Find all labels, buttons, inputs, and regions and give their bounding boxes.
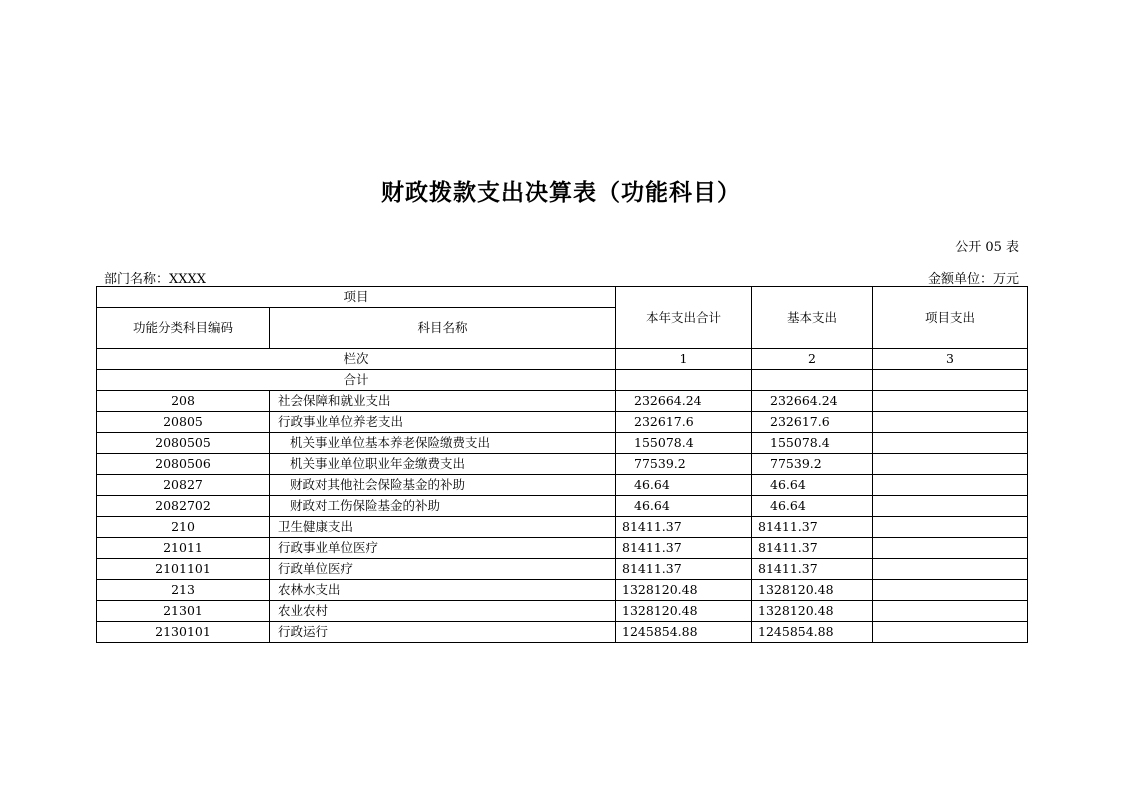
row-name: 机关事业单位职业年金缴费支出 [270, 454, 616, 475]
table-row [97, 433, 1028, 454]
row-code: 2130101 [97, 622, 270, 643]
row-name: 农业农村 [270, 601, 616, 622]
row-basic: 81411.37 [752, 538, 873, 559]
row-total: 77539.2 [616, 454, 752, 475]
table-row [97, 601, 1028, 622]
column-index-1: 1 [616, 349, 752, 370]
table-row [97, 391, 1028, 412]
table-row [97, 559, 1028, 580]
row-basic: 1328120.48 [752, 601, 873, 622]
row-name: 社会保障和就业支出 [270, 391, 616, 412]
row-total: 1328120.48 [616, 601, 752, 622]
header-basic: 基本支出 [752, 287, 873, 349]
row-total: 81411.37 [616, 559, 752, 580]
row-code: 210 [97, 517, 270, 538]
table-row [97, 412, 1028, 433]
table-row [97, 517, 1028, 538]
sum-row [97, 370, 1028, 391]
header-name: 科目名称 [270, 308, 616, 349]
row-project [873, 454, 1028, 475]
row-basic: 1245854.88 [752, 622, 873, 643]
column-index-row [97, 349, 1028, 370]
row-name: 农林水支出 [270, 580, 616, 601]
row-total: 81411.37 [616, 538, 752, 559]
table-row [97, 538, 1028, 559]
row-project [873, 412, 1028, 433]
row-project [873, 433, 1028, 454]
row-code: 20827 [97, 475, 270, 496]
sum-basic [752, 370, 873, 391]
row-basic: 232664.24 [752, 391, 873, 412]
row-basic: 155078.4 [752, 433, 873, 454]
row-name: 财政对工伤保险基金的补助 [270, 496, 616, 517]
row-total: 46.64 [616, 475, 752, 496]
row-code: 208 [97, 391, 270, 412]
row-total: 1245854.88 [616, 622, 752, 643]
page-title: 财政拨款支出决算表（功能科目） [381, 179, 741, 206]
row-project [873, 601, 1028, 622]
row-project [873, 517, 1028, 538]
header-project: 项目支出 [873, 287, 1028, 349]
row-total: 232617.6 [616, 412, 752, 433]
row-project [873, 391, 1028, 412]
row-name: 行政事业单位医疗 [270, 538, 616, 559]
row-project [873, 559, 1028, 580]
row-basic: 81411.37 [752, 517, 873, 538]
row-code: 21301 [97, 601, 270, 622]
table-row [97, 475, 1028, 496]
row-project [873, 475, 1028, 496]
row-code: 2080505 [97, 433, 270, 454]
table-row [97, 622, 1028, 643]
department-name: 部门名称：XXXX [104, 272, 207, 287]
row-name: 行政运行 [270, 622, 616, 643]
table-row [97, 496, 1028, 517]
row-name: 行政单位医疗 [270, 559, 616, 580]
form-number: 公开 05 表 [955, 240, 1019, 255]
row-basic: 81411.37 [752, 559, 873, 580]
sum-total [616, 370, 752, 391]
row-total: 155078.4 [616, 433, 752, 454]
expenditure-table [96, 286, 1028, 643]
amount-unit: 金额单位：万元 [927, 272, 1019, 287]
row-basic: 232617.6 [752, 412, 873, 433]
header-row-1 [97, 287, 1028, 308]
row-total: 1328120.48 [616, 580, 752, 601]
sum-label: 合计 [97, 370, 616, 391]
table-row [97, 454, 1028, 475]
column-index-3: 3 [873, 349, 1028, 370]
row-total: 81411.37 [616, 517, 752, 538]
row-code: 213 [97, 580, 270, 601]
header-total: 本年支出合计 [616, 287, 752, 349]
row-project [873, 580, 1028, 601]
column-index-label: 栏次 [97, 349, 616, 370]
row-total: 232664.24 [616, 391, 752, 412]
row-name: 卫生健康支出 [270, 517, 616, 538]
header-item: 项目 [97, 287, 616, 308]
sum-project [873, 370, 1028, 391]
row-total: 46.64 [616, 496, 752, 517]
row-code: 2101101 [97, 559, 270, 580]
column-index-2: 2 [752, 349, 873, 370]
row-project [873, 496, 1028, 517]
row-name: 财政对其他社会保险基金的补助 [270, 475, 616, 496]
row-basic: 46.64 [752, 496, 873, 517]
row-name: 机关事业单位基本养老保险缴费支出 [270, 433, 616, 454]
header-code: 功能分类科目编码 [97, 308, 270, 349]
row-project [873, 622, 1028, 643]
row-basic: 46.64 [752, 475, 873, 496]
row-basic: 77539.2 [752, 454, 873, 475]
table-row [97, 580, 1028, 601]
row-basic: 1328120.48 [752, 580, 873, 601]
row-name: 行政事业单位养老支出 [270, 412, 616, 433]
row-code: 2082702 [97, 496, 270, 517]
row-code: 2080506 [97, 454, 270, 475]
row-project [873, 538, 1028, 559]
row-code: 21011 [97, 538, 270, 559]
row-code: 20805 [97, 412, 270, 433]
